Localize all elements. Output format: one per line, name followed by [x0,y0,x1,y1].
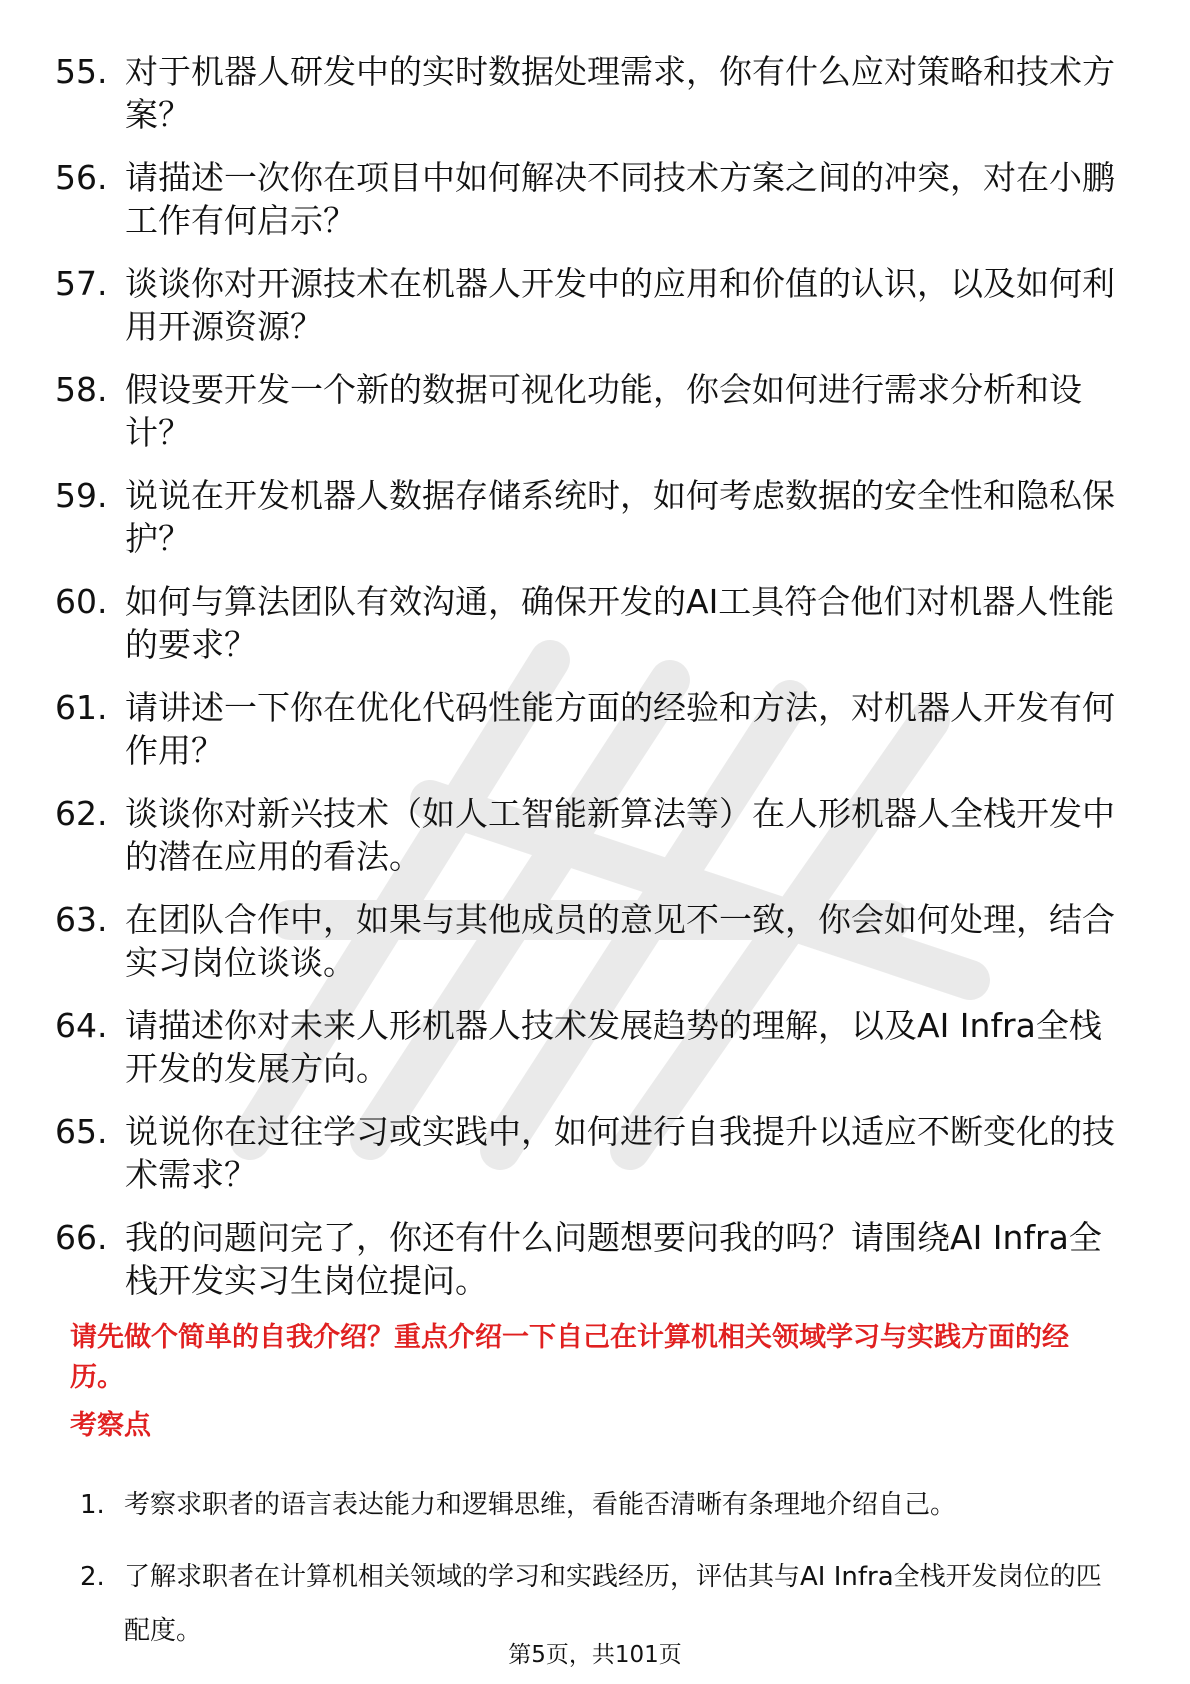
question-text: 请描述你对未来人形机器人技术发展趋势的理解，以及AI Infra全栈开发的发展方向。 [125,1006,1102,1088]
question-text: 请描述一次你在项目中如何解决不同技术方案之间的冲突，对在小鹏工作有何启示？ [125,158,1115,240]
question-item [55,1216,1125,1302]
point-text: 了解求职者在计算机相关领域的学习和实践经历，评估其与AI Infra全栈开发岗位的匹配度。 [124,1562,1102,1646]
question-number: 63. [55,900,108,939]
question-list [55,50,1125,1322]
highlight-question: 请先做个简单的自我介绍？重点介绍一下自己在计算机相关领域学习与实践方面的经历。 [70,1322,1069,1393]
question-text: 如何与算法团队有效沟通，确保开发的AI工具符合他们对机器人性能的要求？ [125,582,1115,664]
question-number: 58. [55,370,108,409]
question-text: 谈谈你对开源技术在机器人开发中的应用和价值的认识，以及如何利用开源资源？ [125,264,1115,346]
question-text: 在团队合作中，如果与其他成员的意见不一致，你会如何处理，结合实习岗位谈谈。 [125,900,1115,982]
question-text: 假设要开发一个新的数据可视化功能，你会如何进行需求分析和设计？ [125,370,1082,452]
question-item [55,1004,1125,1090]
section-title: 考察点 [70,1410,151,1441]
question-item [55,686,1125,772]
question-number: 64. [55,1006,108,1045]
question-text: 请讲述一下你在优化代码性能方面的经验和方法，对机器人开发有何作用？ [125,688,1115,770]
question-item [55,898,1125,984]
question-text: 对于机器人研发中的实时数据处理需求，你有什么应对策略和技术方案？ [125,52,1115,134]
point-text: 考察求职者的语言表达能力和逻辑思维，看能否清晰有条理地介绍自己。 [124,1490,957,1520]
question-number: 56. [55,158,108,197]
question-number: 61. [55,688,108,727]
question-number: 59. [55,476,108,515]
question-item [55,792,1125,878]
question-item [55,50,1125,136]
question-number: 66. [55,1218,108,1257]
question-number: 55. [55,52,108,91]
question-item [55,1110,1125,1196]
evaluation-point [80,1478,1125,1532]
question-item [55,262,1125,348]
question-item [55,368,1125,454]
question-text: 说说你在过往学习或实践中，如何进行自我提升以适应不断变化的技术需求？ [125,1112,1115,1194]
question-number: 60. [55,582,108,621]
question-text: 说说在开发机器人数据存储系统时，如何考虑数据的安全性和隐私保护？ [125,476,1115,558]
question-text: 我的问题问完了，你还有什么问题想要问我的吗？请围绕AI Infra全栈开发实习生岗位提问。 [125,1218,1102,1300]
point-number: 2. [80,1562,105,1592]
question-item [55,156,1125,242]
question-number: 62. [55,794,108,833]
page-footer: 第5页，共101页 [508,1642,682,1668]
question-item [55,580,1125,666]
point-number: 1. [80,1490,105,1520]
question-text: 谈谈你对新兴技术（如人工智能新算法等）在人形机器人全栈开发中的潜在应用的看法。 [125,794,1115,876]
question-item [55,474,1125,560]
question-number: 65. [55,1112,108,1151]
question-number: 57. [55,264,108,303]
